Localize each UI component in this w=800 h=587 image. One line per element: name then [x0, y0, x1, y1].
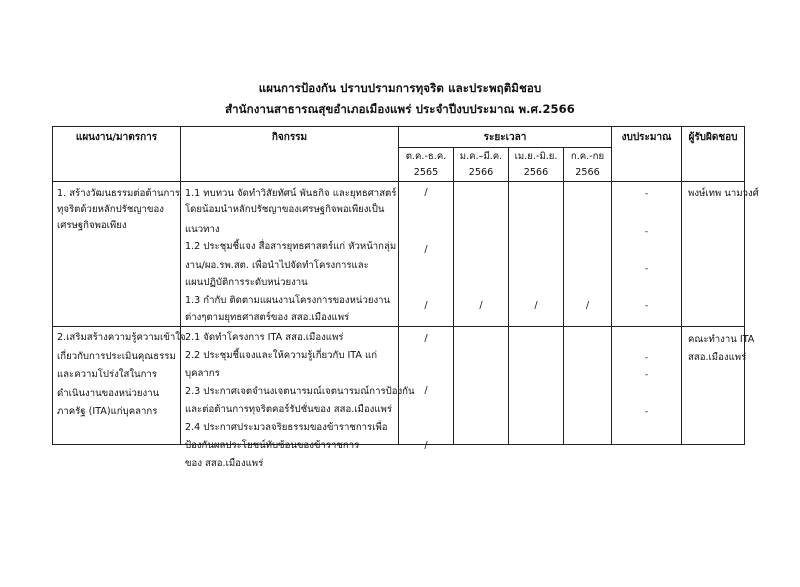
activity-line: 2.2 ประชุมชี้แจงและให้ความรู้เกี่ยวกับ ITA แก่ — [185, 350, 378, 361]
owner-cell — [682, 182, 759, 327]
q1-cell — [399, 327, 454, 451]
activity-line: 1.3 กำกับ ติดตามแผนงานโครงการของหน่วยงาน — [185, 295, 391, 306]
activity-line: โดยน้อมนำหลักปรัชญาของเศรษฐกิจพอเพียงเป็น — [185, 204, 385, 215]
schedule-mark: / — [585, 300, 590, 311]
header-q2-year: 2566 — [468, 166, 494, 178]
schedule-mark: / — [424, 300, 428, 311]
q4-cell — [564, 327, 612, 445]
owner-cell — [682, 327, 755, 445]
budget-value: - — [644, 370, 649, 380]
schedule-mark: / — [424, 440, 428, 451]
header-q2-months: ม.ค.–มี.ค. — [459, 150, 503, 162]
plan-line: ทุจริตด้วยหลักปรัชญาของ — [57, 204, 164, 215]
budget-cell — [612, 327, 682, 445]
q2-cell — [454, 327, 509, 445]
schedule-mark: / — [534, 300, 538, 311]
budget-value: - — [644, 189, 649, 199]
activity-line: งาน/ผอ.รพ.สต. เพื่อนำไปจัดทำโครงการและ — [185, 260, 369, 271]
q3-cell — [509, 182, 564, 327]
schedule-mark: / — [424, 333, 428, 344]
schedule-mark: / — [424, 385, 428, 396]
plan-line: เกี่ยวกับการประเมินคุณธรรม — [57, 351, 176, 362]
budget-value: - — [644, 264, 649, 274]
table-row — [53, 327, 745, 445]
owner-name: คณะทำงาน ITA — [688, 334, 755, 345]
schedule-mark: / — [479, 300, 483, 311]
plan-cell — [53, 182, 181, 327]
activity-line: ต่างๆตามยุทธศาสตร์ของ สสอ.เมืองแพร่ — [185, 312, 350, 323]
header-q3-year: 2566 — [523, 166, 549, 178]
plan-line: ภาครัฐ (ITA)แก่บุคลากร — [57, 406, 158, 417]
header-q1-months: ต.ค.-ธ.ค. — [405, 150, 447, 162]
activity-line: และต่อต้านการทุจริตคอร์รัปชั่นของ สสอ.เมืองแพร่ — [185, 404, 392, 415]
header-q4-year: 2566 — [575, 166, 600, 178]
header-period: ระยะเวลา — [399, 127, 612, 148]
header-q4-months: ก.ค.-กย — [570, 150, 605, 162]
anti-corruption-plan-table — [52, 126, 759, 469]
plan-line: และความโปร่งใสในการ — [57, 369, 157, 380]
activity-line: แผนปฏิบัติการระดับหน่วยงาน — [185, 277, 308, 288]
activity-cell — [181, 182, 399, 327]
activity-line: 2.4 ประกาศประมวลจริยธรรมของข้าราชการเพื่อ — [185, 422, 388, 433]
activity-line: ป้องกันผลประโยชน์ทับซ้อนของข้าราชการ — [185, 440, 360, 451]
header-activity: กิจกรรม — [181, 127, 399, 182]
header-q1 — [399, 148, 454, 182]
schedule-mark: / — [424, 187, 428, 198]
owner-name: พงษ์เทพ นามวงศ์ — [688, 188, 759, 199]
budget-value: - — [644, 407, 649, 417]
budget-value: - — [644, 301, 649, 311]
header-budget: งบประมาณ — [612, 127, 682, 182]
activity-line: 1.2 ประชุมชี้แจง สื่อสารยุทธศาสตร์แก่ หัวหน้ากลุ่ม — [185, 241, 397, 252]
plan-line: ดำเนินงานของหน่วยงาน — [57, 388, 160, 399]
header-plan: แผนงาน/มาตรการ — [53, 127, 181, 182]
activity-line: 2.3 ประกาศเจตจำนงเจตนารมณ์เจตนารมณ์การป้องกัน — [185, 386, 415, 397]
budget-value: - — [644, 227, 649, 237]
activity-cell — [181, 327, 415, 469]
q4-cell — [564, 182, 612, 327]
activity-line: แนวทาง — [185, 224, 220, 235]
q1-cell — [399, 182, 454, 327]
q2-cell — [454, 182, 509, 327]
q3-cell — [509, 327, 564, 445]
plan-line: 1. สร้างวัฒนธรรมต่อต้านการ — [57, 188, 180, 199]
plan-line: 2.เสริมสร้างความรู้ความเข้าใจ — [57, 332, 186, 343]
header-q2 — [454, 148, 509, 182]
document-subtitle: สำนักงานสาธารณสุขอำเภอเมืองแพร่ ประจำปีงบประมาณ พ.ศ.2566 — [225, 102, 575, 116]
plan-line: เศรษฐกิจพอเพียง — [57, 220, 127, 231]
header-q3 — [509, 148, 564, 182]
budget-cell — [612, 182, 682, 327]
activity-line: ของ สสอ.เมืองแพร่ — [185, 458, 264, 469]
activity-line: 2.1 จัดทำโครงการ ITA สสอ.เมืองแพร่ — [185, 332, 344, 343]
activity-line: บุคลากร — [185, 368, 220, 379]
header-q3-months: เม.ย.-มิ.ย. — [514, 150, 558, 162]
header-q4 — [564, 148, 612, 182]
header-owner: ผู้รับผิดชอบ — [682, 127, 745, 182]
budget-value: - — [644, 353, 649, 363]
activity-line: 1.1 ทบทวน จัดทำวิสัยทัศน์ พันธกิจ และยุทธศาสตร์ — [185, 188, 397, 199]
schedule-mark: / — [424, 244, 428, 255]
owner-name: สสอ.เมืองแพร่ — [688, 352, 747, 363]
plan-cell — [53, 327, 186, 445]
header-q1-year: 2565 — [413, 166, 439, 178]
document-title: แผนการป้องกัน ปราบปรามการทุจริต และประพฤติมิชอบ — [258, 81, 542, 95]
table-row — [53, 182, 745, 327]
